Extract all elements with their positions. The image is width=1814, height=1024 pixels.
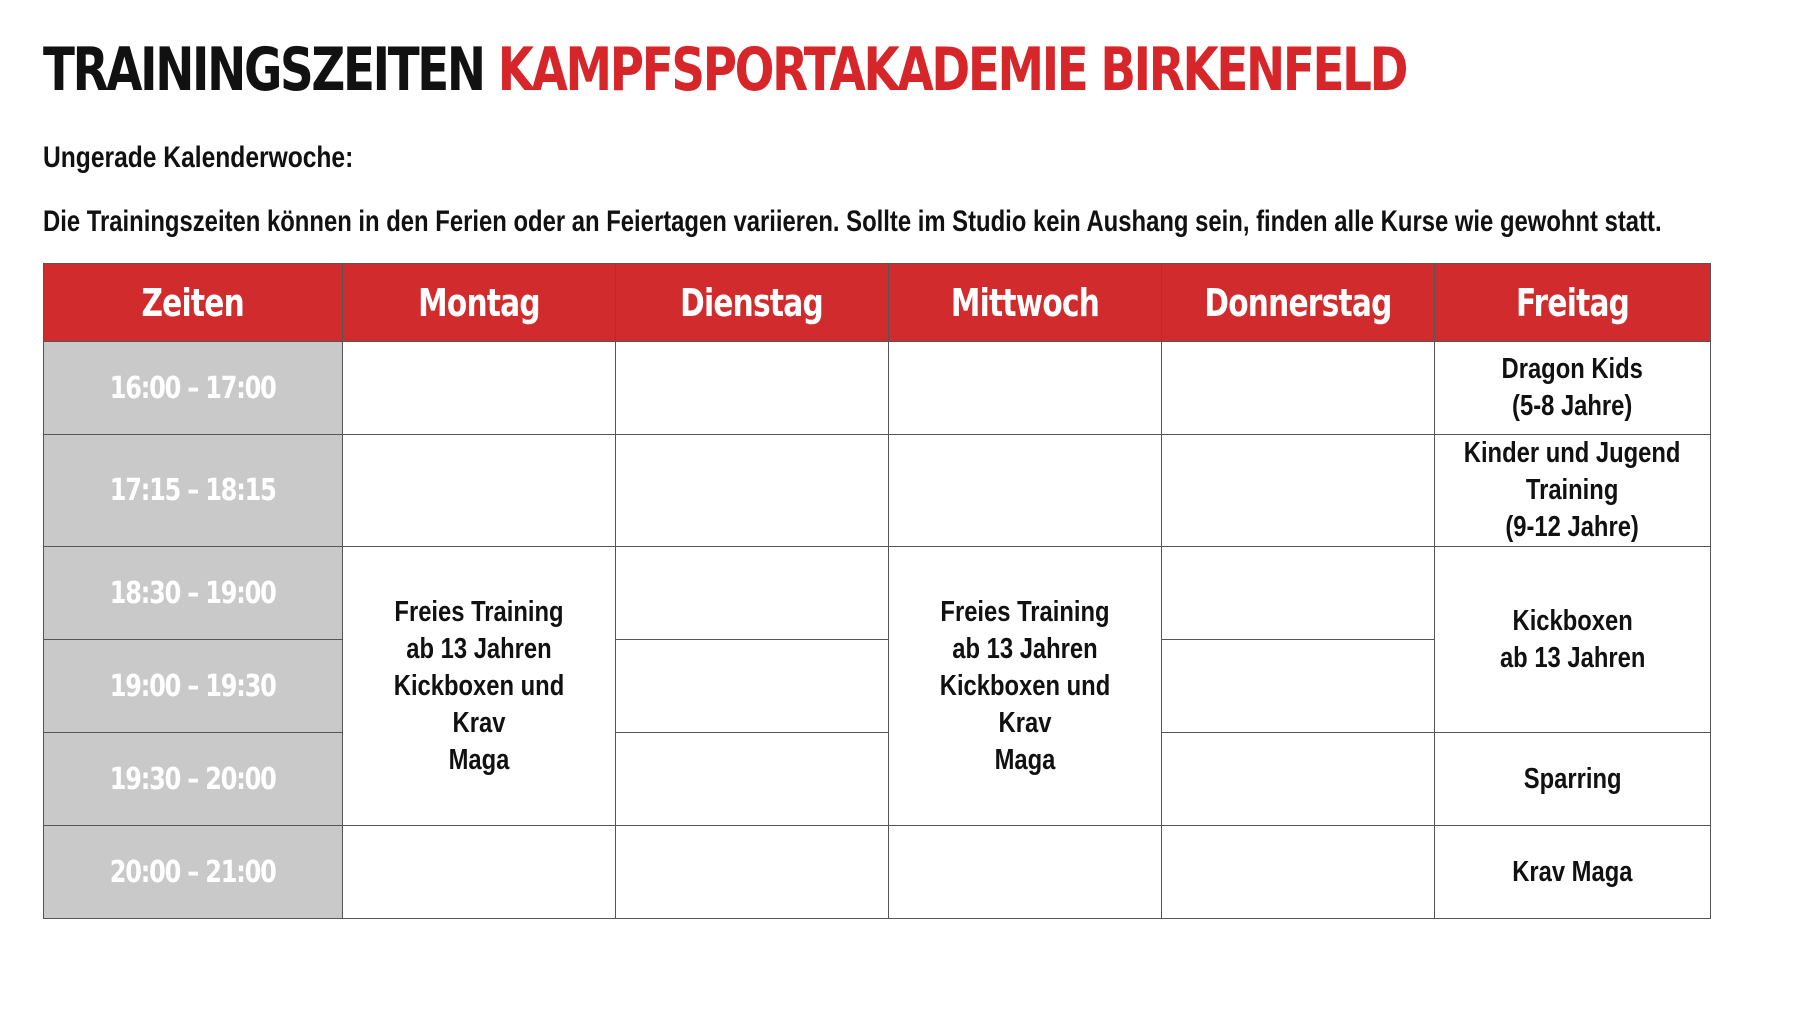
class-cell-dragon-kids: Dragon Kids (5-8 Jahre) xyxy=(1435,342,1711,435)
title-part-red: KAMPFSPORTAKADEMIE BIRKENFELD xyxy=(497,35,1407,105)
empty-cell xyxy=(1162,733,1435,826)
class-cell-mittwoch-freies-training: Freies Training ab 13 Jahren Kickboxen und Krav Maga xyxy=(889,547,1162,826)
header-row xyxy=(44,264,1711,342)
class-cell-krav-maga: Krav Maga xyxy=(1435,826,1711,919)
time-slot: 19:30 – 20:00 xyxy=(44,733,343,826)
empty-cell xyxy=(1162,342,1435,435)
time-slot: 18:30 – 19:00 xyxy=(44,547,343,640)
empty-cell xyxy=(1162,640,1435,733)
empty-cell xyxy=(616,547,889,640)
header-donnerstag: Donnerstag xyxy=(1162,264,1435,342)
empty-cell xyxy=(616,733,889,826)
table-row xyxy=(44,733,1711,826)
class-cell-montag-freies-training: Freies Training ab 13 Jahren Kickboxen und Krav Maga xyxy=(343,547,616,826)
table-row xyxy=(44,826,1711,919)
empty-cell xyxy=(343,342,616,435)
empty-cell xyxy=(889,826,1162,919)
table-row xyxy=(44,435,1711,547)
empty-cell xyxy=(343,435,616,547)
empty-cell xyxy=(616,826,889,919)
time-slot: 16:00 – 17:00 xyxy=(44,342,343,435)
header-freitag: Freitag xyxy=(1435,264,1711,342)
schedule-table xyxy=(43,263,1711,919)
empty-cell xyxy=(1162,826,1435,919)
week-subtitle: Ungerade Kalenderwoche: xyxy=(43,141,354,174)
time-slot: 19:00 – 19:30 xyxy=(44,640,343,733)
time-slot: 17:15 – 18:15 xyxy=(44,435,343,547)
empty-cell xyxy=(1162,547,1435,640)
table-row xyxy=(44,547,1711,640)
class-cell-sparring: Sparring xyxy=(1435,733,1711,826)
page-title xyxy=(43,32,1406,108)
empty-cell xyxy=(616,342,889,435)
time-slot: 20:00 – 21:00 xyxy=(44,826,343,919)
header-mittwoch: Mittwoch xyxy=(889,264,1162,342)
title-part-black: TRAININGSZEITEN xyxy=(43,35,484,105)
header-zeiten: Zeiten xyxy=(44,264,343,342)
class-cell-kinder-jugend: Kinder und Jugend Training (9-12 Jahre) xyxy=(1435,435,1711,547)
empty-cell xyxy=(616,640,889,733)
header-montag: Montag xyxy=(343,264,616,342)
empty-cell xyxy=(889,435,1162,547)
class-cell-kickboxen: Kickboxen ab 13 Jahren xyxy=(1435,547,1711,733)
empty-cell xyxy=(616,435,889,547)
empty-cell xyxy=(1162,435,1435,547)
empty-cell xyxy=(889,342,1162,435)
empty-cell xyxy=(343,826,616,919)
schedule-notice: Die Trainingszeiten können in den Ferien oder an Feiertagen variieren. Sollte im Studio kein Aushang sein, finden alle Kurse wie gewohnt statt. xyxy=(43,205,1662,238)
header-dienstag: Dienstag xyxy=(616,264,889,342)
table-row xyxy=(44,342,1711,435)
